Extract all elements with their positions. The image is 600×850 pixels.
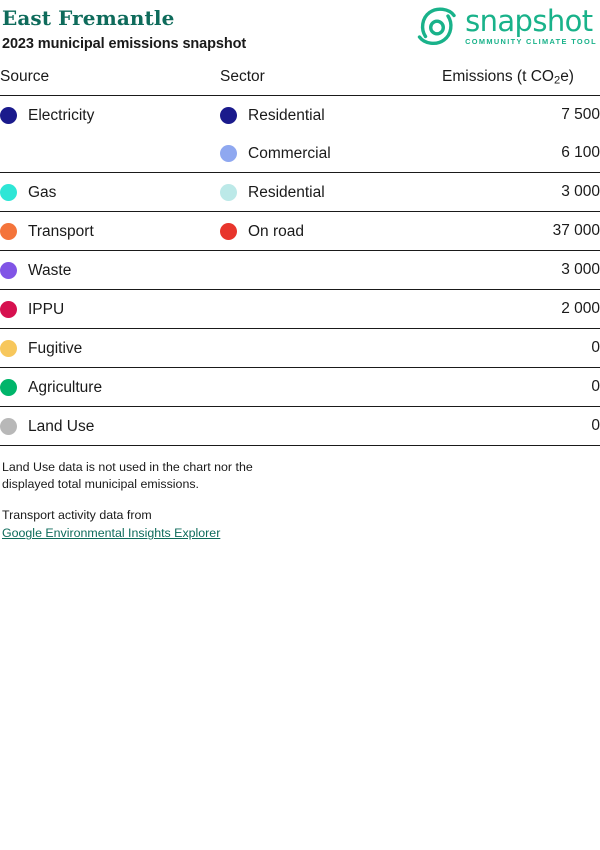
table-row xyxy=(0,329,600,368)
sector-cell xyxy=(220,212,442,251)
source-cell xyxy=(0,290,220,329)
table-row xyxy=(0,407,600,446)
source-color-dot-icon xyxy=(0,107,17,124)
table-row xyxy=(0,212,600,251)
source-cell xyxy=(0,134,220,173)
column-header-sector: Sector xyxy=(220,62,442,96)
snapshot-logo xyxy=(416,4,598,48)
table-header-row xyxy=(0,62,600,96)
table-row xyxy=(0,96,600,135)
sector-color-dot-icon xyxy=(220,107,237,124)
google-eie-link[interactable]: Google Environmental Insights Explorer xyxy=(2,526,221,541)
source-color-dot-icon xyxy=(0,340,17,357)
sector-cell xyxy=(220,407,442,446)
source-color-dot-icon xyxy=(0,223,17,240)
table-row xyxy=(0,368,600,407)
column-header-emissions xyxy=(442,62,600,96)
emissions-value: 6 100 xyxy=(442,134,600,173)
emissions-header-sub: 2 xyxy=(553,74,561,87)
emissions-table xyxy=(0,62,600,446)
sector-cell xyxy=(220,96,442,135)
emissions-value: 0 xyxy=(442,368,600,407)
page-title: East Fremantle xyxy=(2,6,175,30)
source-cell xyxy=(0,173,220,212)
sector-cell xyxy=(220,173,442,212)
emissions-value: 7 500 xyxy=(561,106,600,124)
source-label: Gas xyxy=(28,183,57,201)
source-color-dot-icon xyxy=(0,301,17,318)
footnotes xyxy=(0,446,600,542)
sector-color-dot-icon xyxy=(220,223,237,240)
source-label: IPPU xyxy=(28,300,65,318)
page-subtitle: 2023 municipal emissions snapshot xyxy=(2,36,247,52)
source-cell xyxy=(0,251,220,290)
sector-cell xyxy=(220,134,442,173)
source-label: Waste xyxy=(28,261,72,279)
sector-label: Residential xyxy=(248,106,325,124)
sector-color-dot-icon xyxy=(220,145,237,162)
table-row xyxy=(0,173,600,212)
source-cell xyxy=(0,96,220,135)
logo-wordmark: snapshot xyxy=(465,4,593,38)
title-block xyxy=(2,4,246,53)
table-row xyxy=(0,251,600,290)
sector-cell xyxy=(220,251,442,290)
source-label: Agriculture xyxy=(28,378,103,396)
emissions-value: 2 000 xyxy=(442,290,600,329)
snapshot-logo-icon xyxy=(416,6,458,48)
sector-label: On road xyxy=(248,222,305,240)
page-header xyxy=(0,0,600,62)
logo-tagline: COMMUNITY CLIMATE TOOL xyxy=(465,37,597,46)
note-landuse-line1: Land Use data is not used in the chart nor the xyxy=(2,460,253,475)
sector-cell xyxy=(220,368,442,407)
source-cell xyxy=(0,368,220,407)
table-row xyxy=(0,290,600,329)
source-color-dot-icon xyxy=(0,379,17,396)
source-color-dot-icon xyxy=(0,184,17,201)
emissions-header-suffix: e) xyxy=(560,68,574,85)
source-cell xyxy=(0,212,220,251)
emissions-header-prefix: Emissions (t CO xyxy=(442,68,554,85)
sector-color-dot-icon xyxy=(220,184,237,201)
table-body xyxy=(0,96,600,446)
emissions-value: 0 xyxy=(442,407,600,446)
table-row xyxy=(0,134,600,173)
emissions-value: 37 000 xyxy=(442,212,600,251)
column-header-source: Source xyxy=(0,62,220,96)
note-transport-source: Transport activity data from xyxy=(2,508,152,523)
sector-cell xyxy=(220,329,442,368)
sector-label: Commercial xyxy=(248,144,331,162)
sector-cell xyxy=(220,290,442,329)
source-label: Transport xyxy=(28,222,94,240)
note-landuse-line2: displayed total municipal emissions. xyxy=(2,477,199,492)
source-color-dot-icon xyxy=(0,262,17,279)
source-cell xyxy=(0,407,220,446)
emissions-value: 0 xyxy=(442,329,600,368)
sector-label: Residential xyxy=(248,183,325,201)
source-label: Fugitive xyxy=(28,339,83,357)
source-cell xyxy=(0,329,220,368)
logo-text-block xyxy=(465,6,597,46)
emissions-value: 3 000 xyxy=(442,251,600,290)
emissions-value: 3 000 xyxy=(442,173,600,212)
source-label: Electricity xyxy=(28,106,95,124)
source-color-dot-icon xyxy=(0,418,17,435)
source-label: Land Use xyxy=(28,417,95,435)
